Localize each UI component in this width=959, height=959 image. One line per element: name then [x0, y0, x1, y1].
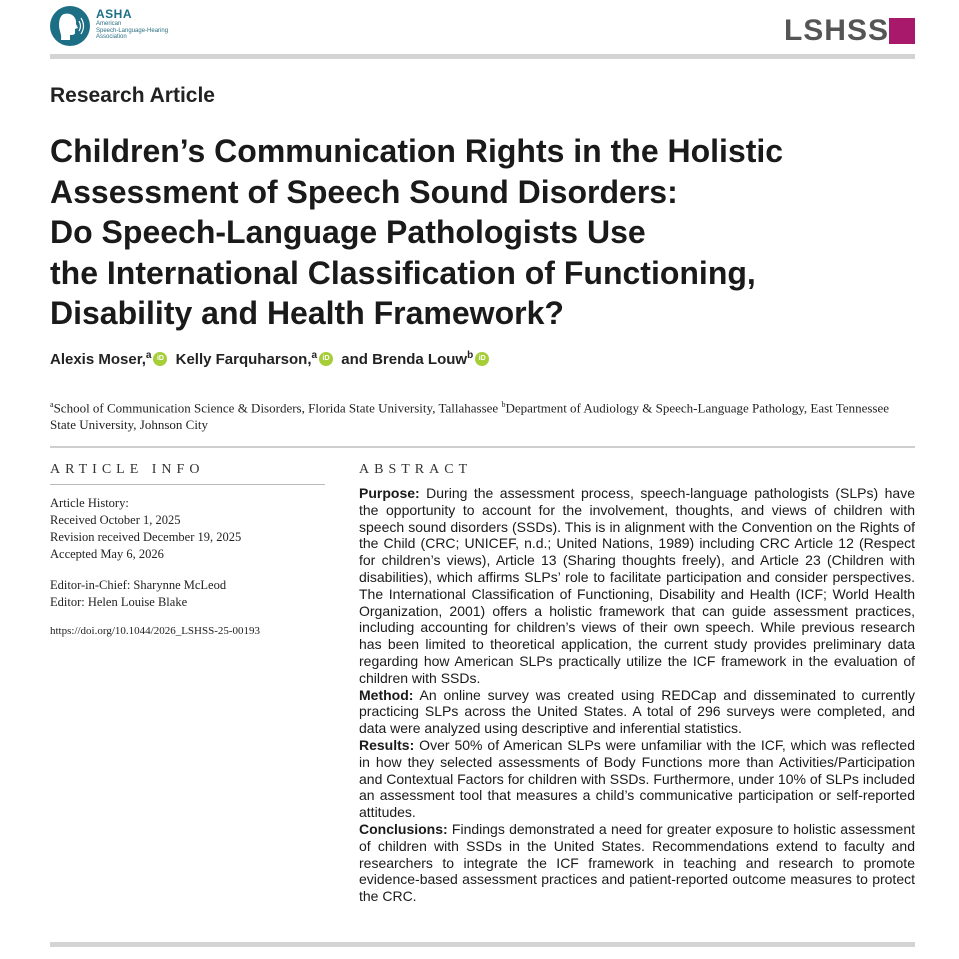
- footer-divider: [50, 942, 915, 947]
- abstract-text: Findings demonstrated a need for greater exposure to holistic assessment of children with SSDs in the United States. Recommendations extend to faculty and researchers to integrate the ICF framework in teaching and research to promote evidence-based assessment practices and patient-reported outcome measures to protect the CRC.: [359, 820, 915, 905]
- author-name: and Brenda Louw: [341, 351, 468, 368]
- section-divider: [50, 446, 915, 448]
- history-line: Accepted May 6, 2026: [50, 547, 164, 561]
- author-list: [50, 350, 493, 368]
- history-line: Revision received December 19, 2025: [50, 530, 242, 544]
- editor-line: Editor: Helen Louise Blake: [50, 595, 188, 609]
- abstract-text: Over 50% of American SLPs were unfamiliar with the ICF, which was reflected in how they selected assessments of Body Functions more than Activities/Participation and Contextual Factors for children with SSDs. Furthermore, under 10% of SLPs included an assessment tool that measures a child’s communicative participation or self-reported attitudes.: [359, 736, 915, 821]
- author-name: Kelly Farquharson,: [175, 351, 312, 368]
- abstract-body: [359, 485, 915, 905]
- article-title: [50, 131, 910, 334]
- abstract-label: Results:: [359, 736, 415, 753]
- orcid-icon[interactable]: iD: [475, 352, 489, 366]
- affil-a: School of Communication Science & Disorders, Florida State University, Tallahassee: [53, 400, 502, 416]
- article-info-rule: [50, 484, 325, 485]
- title-line: Children’s Communication Rights in the Holistic: [50, 133, 784, 169]
- orcid-icon[interactable]: iD: [319, 352, 333, 366]
- header-divider: [50, 54, 915, 59]
- orcid-icon[interactable]: iD: [153, 352, 167, 366]
- article-history: [50, 495, 325, 563]
- author-affil-sup: b: [467, 350, 474, 361]
- affil-b: Department of Audiology & Speech-Language Pathology, East Tennessee State University, Johnson City: [50, 400, 890, 433]
- article-info-heading: ARTICLE INFO: [50, 462, 205, 477]
- abstract-section-purpose: [359, 485, 915, 687]
- publisher-sub-2: Speech-Language-Hearing: [96, 27, 169, 34]
- abstract-panel: [359, 462, 915, 905]
- article-type: Research Article: [50, 84, 215, 107]
- page-header: [50, 6, 915, 50]
- abstract-section-results: [359, 737, 915, 821]
- publisher-name: ASHA: [96, 7, 133, 21]
- title-line: Disability and Health Framework?: [50, 295, 564, 331]
- journal-square-icon: [889, 18, 915, 44]
- author-name: Alexis Moser,: [50, 351, 146, 368]
- affil-sup-a: a: [50, 400, 54, 409]
- abstract-text: An online survey was created using REDCap and disseminated to currently practicing SLPs across the United States. A total of 296 surveys were completed, and data were analyzed using descriptive and inferential statistics.: [359, 686, 915, 737]
- abstract-label: Conclusions:: [359, 820, 448, 837]
- abstract-section-conclusions: [359, 821, 915, 905]
- asha-logo-icon: [50, 6, 90, 46]
- title-line: the International Classification of Functioning,: [50, 254, 756, 291]
- editor-line: Editor-in-Chief: Sharynne McLeod: [50, 578, 227, 592]
- abstract-heading: ABSTRACT: [359, 462, 473, 477]
- abstract-label: Method:: [359, 686, 414, 703]
- title-line: Do Speech-Language Pathologists Use: [50, 214, 646, 250]
- publisher-name-block: [96, 8, 168, 41]
- author-affil-sup: a: [311, 350, 318, 361]
- abstract-label: Purpose:: [359, 485, 420, 501]
- editors: [50, 577, 325, 611]
- article-info-panel: [50, 462, 325, 637]
- history-line: Article History:: [50, 496, 129, 510]
- history-line: Received October 1, 2025: [50, 513, 181, 527]
- abstract-text: During the assessment process, speech-language pathologists (SLPs) have the opportunity to account for the involvement, thoughts, and views of children with speech sound disorders (SSDs). This is in alignment with the Convention on the Rights of the Child (CRC; UNICEF, n.d.; United Nations, 1989) including CRC Article 12 (Respect for children’s views), Article 13 (Sharing thoughts freely), and Article 23 (Children with disabilities), which affirms SLPs’ role to facilitate participation and consider perspectives. The International Classification of Functioning, Disability and Health (ICF; World Health Organization, 2001) offers a holistic framework that can guide assessment practices, including accounting for children’s views of their own speech. While previous research has been limited to theoretical application, the current study provides preliminary data regarding how American SLPs practically utilize the ICF framework in the evaluation of children with SSDs.: [359, 485, 915, 686]
- doi-link[interactable]: https://doi.org/10.1044/2026_LSHSS-25-00193: [50, 625, 261, 637]
- author-affil-sup: a: [145, 350, 152, 361]
- title-line: Assessment of Speech Sound Disorders:: [50, 173, 678, 210]
- affiliations: [50, 396, 915, 433]
- journal-name: LSHSS: [783, 14, 889, 47]
- affil-sup-b: b: [501, 400, 506, 409]
- publisher-sub-3: Association: [96, 34, 127, 40]
- abstract-section-method: [359, 687, 915, 737]
- publisher-sub-1: American: [96, 21, 122, 27]
